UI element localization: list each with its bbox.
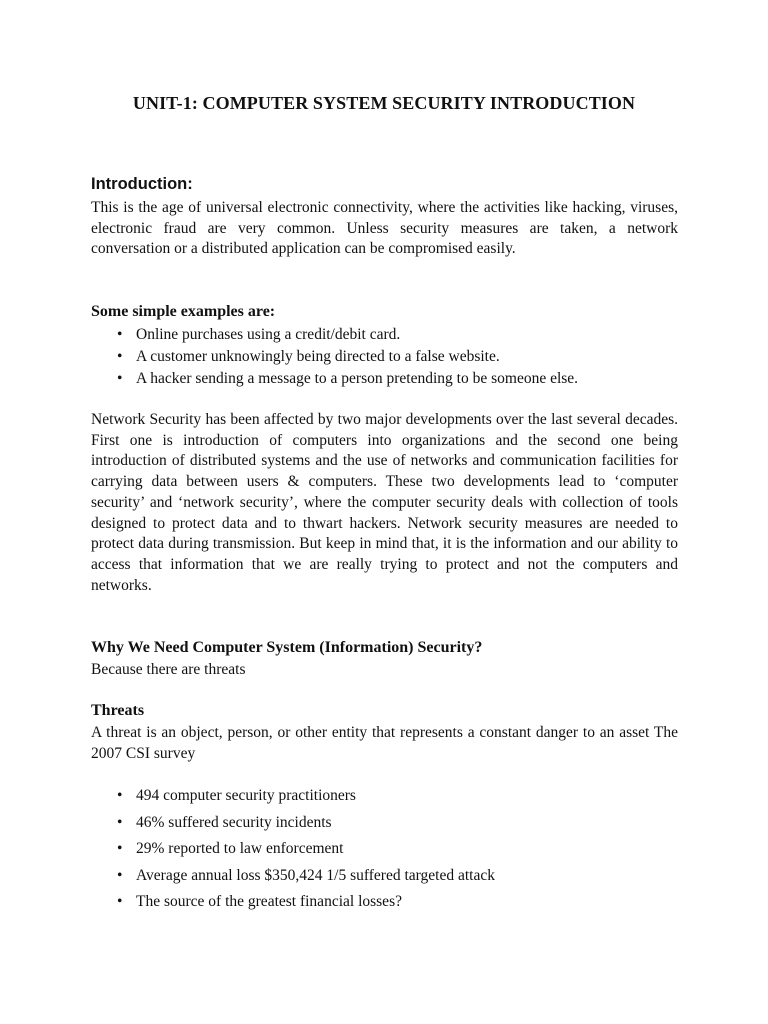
bullet-icon: • bbox=[117, 813, 123, 831]
list-item bbox=[91, 889, 495, 916]
bullet-icon: • bbox=[117, 787, 123, 804]
bullet-icon: • bbox=[117, 866, 123, 884]
page-title: UNIT-1: COMPUTER SYSTEM SECURITY INTRODUCTION bbox=[132, 93, 636, 113]
list-item bbox=[91, 810, 495, 837]
list-item bbox=[91, 836, 495, 863]
list-item bbox=[91, 783, 495, 810]
introduction-heading: Introduction: bbox=[91, 175, 193, 193]
threats-heading: Threats bbox=[91, 702, 145, 719]
list-item-text: Average annual loss $350,424 1/5 suffered targeted attack bbox=[136, 866, 495, 884]
threats-paragraph: A threat is an object, person, or other entity that represents a constant danger to an asset The 2007 CSI survey bbox=[91, 724, 678, 762]
why-security-heading: Why We Need Computer System (Information) Security? bbox=[91, 639, 483, 656]
list-item-text: 46% suffered security incidents bbox=[136, 813, 332, 831]
network-security-paragraph: Network Security has been affected by two major developments over the last several decades. First one is introduction of computers into organizations and the second one being introduction of distributed systems and the use of networks and communication facilities for carrying data between users & computers. These two developments lead to ‘computer security’ and ‘network security’, where the computer security deals with collection of tools designed to protect data and to thwart hackers. Network security measures are needed to protect data during transmission. But keep in mind that, it is the information and our ability to access that information that we are really trying to protect and not the computers and networks. bbox=[91, 411, 678, 594]
list-item bbox=[91, 368, 578, 390]
list-item bbox=[91, 346, 578, 368]
list-item-text: A customer unknowingly being directed to a false website. bbox=[136, 348, 500, 365]
examples-heading: Some simple examples are: bbox=[91, 303, 276, 320]
list-item-text: A hacker sending a message to a person pretending to be someone else. bbox=[136, 370, 579, 387]
bullet-icon: • bbox=[117, 893, 123, 910]
list-item-text: The source of the greatest financial losses? bbox=[136, 893, 402, 910]
survey-list bbox=[91, 783, 495, 916]
introduction-paragraph: This is the age of universal electronic connectivity, where the activities like hacking, viruses, electronic fraud are very common. Unless security measures are taken, a network conversation or a distributed application can be compromised easily. bbox=[91, 199, 678, 258]
list-item bbox=[91, 324, 578, 346]
list-item-text: 494 computer security practitioners bbox=[136, 787, 356, 804]
list-item-text: 29% reported to law enforcement bbox=[136, 840, 344, 857]
examples-list bbox=[91, 324, 578, 390]
list-item-text: Online purchases using a credit/debit card. bbox=[136, 326, 401, 343]
bullet-icon: • bbox=[117, 348, 123, 365]
why-security-answer: Because there are threats bbox=[91, 661, 246, 678]
bullet-icon: • bbox=[117, 370, 123, 387]
bullet-icon: • bbox=[117, 326, 123, 343]
list-item bbox=[91, 863, 495, 890]
bullet-icon: • bbox=[117, 840, 123, 857]
